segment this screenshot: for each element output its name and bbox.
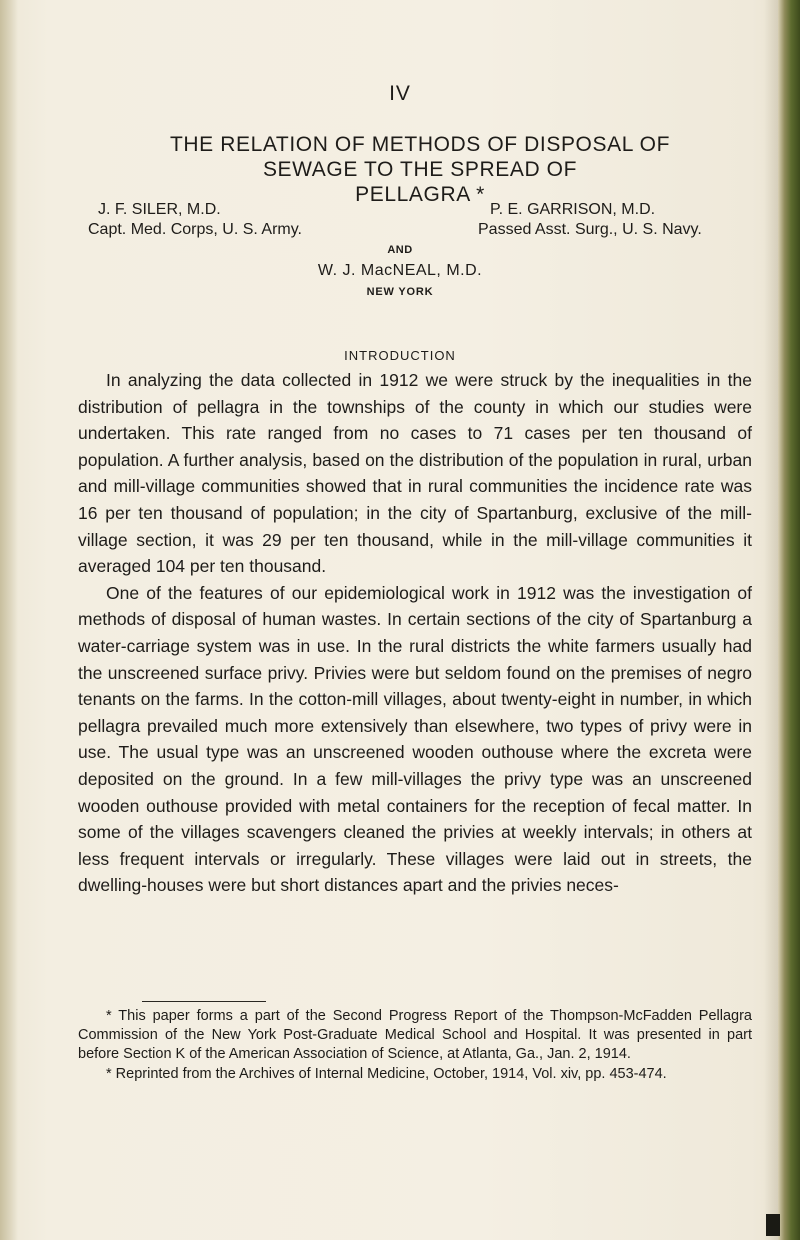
article-title (60, 132, 780, 207)
footnote: * Reprinted from the Archives of Internal Medicine, October, 1914, Vol. xiv, pp. 453-474. (106, 1065, 667, 1082)
section-heading: INTRODUCTION (344, 348, 456, 363)
title-line-2: SEWAGE TO THE SPREAD OF (262, 158, 578, 181)
author-affiliation: Capt. Med. Corps, U. S. Army. (88, 221, 302, 238)
title-line-1: THE RELATION OF METHODS OF DISPOSAL OF (169, 133, 671, 156)
author-macneal: W. J. MacNEAL, M.D. (317, 262, 483, 279)
footnotes (78, 1007, 752, 1084)
corner-mark (766, 1214, 780, 1236)
author-garrison (478, 200, 778, 240)
paragraph: In analyzing the data collected in 1912 we were struck by the inequalities in the distribution of pellagra in the townships of the county in which our studies were undertaken. This rate ranged from no cases to 71 cases per ten thousand of population. A further analysis, based on the distribution of the population in rural, urban and mill-village communities showed that in rural communities the incidence rate was 16 per ten thousand of population; in the city of Spartanburg, exclusive of the mill-village section, it was 29 per ten thousand, while in the mill-village communities it averaged 104 per ten thousand. (78, 370, 752, 577)
author-name: J. F. SILER, M.D. (98, 201, 221, 218)
author-affiliation: Passed Asst. Surg., U. S. Navy. (478, 221, 702, 238)
author-name: P. E. GARRISON, M.D. (490, 201, 656, 218)
author-location: NEW YORK (366, 286, 434, 298)
page-left-edge (0, 0, 18, 1240)
paragraph: One of the features of our epidemiological work in 1912 was the investigation of methods of disposal of human wastes. In certain sections of the city of Spartanburg a water-carriage system was in use. In the rural districts the white farmers usually had the unscreened surface privy. Privies were but seldom found on the premises of negro tenants on the farms. In the cotton-mill villages, about twenty-eight in number, in which pellagra prevailed much more extensively than elsewhere, two types of privy were in use. The usual type was an unscreened wooden outhouse where the excreta were deposited on the ground. In a few mill-villages the privy type was an unscreened wooden outhouse provided with metal containers for the reception of fecal matter. In some of the villages scavengers cleaned the privies at weekly intervals; in others at less frequent intervals or irregularly. These villages were laid out in streets, the dwelling-houses were but short distances apart and the privies neces- (78, 582, 752, 896)
book-cover-edge (778, 0, 800, 1240)
author-siler (88, 200, 408, 240)
author-conjunction: AND (387, 244, 413, 256)
body-text (78, 367, 752, 899)
footnote-divider (142, 1001, 266, 1002)
footnote: * This paper forms a part of the Second Progress Report of the Thompson-McFadden Pellagra Commission of the New York Post-Graduate Medical School and Hospital. It was presented in part before Section K of the American Association of Science, at Atlanta, Ga., Jan. 2, 1914. (78, 1008, 752, 1063)
chapter-number: IV (389, 82, 411, 105)
title-line-3: PELLAGRA * (355, 183, 485, 206)
